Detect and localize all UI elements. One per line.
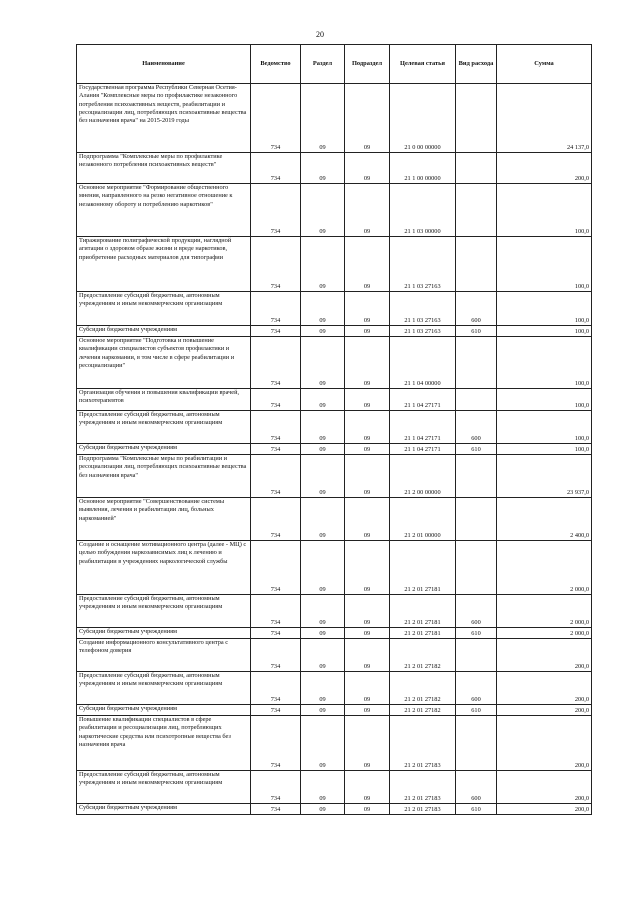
cell-vedomstvo: 734 [251,716,301,771]
table-row [77,184,592,237]
cell-podrazdel: 09 [345,639,390,672]
cell-podrazdel: 09 [345,628,390,639]
cell-podrazdel: 09 [345,541,390,595]
cell-name: Основное мероприятие "Формирование общественного мнения, направленного на резко негативное отношение к незаконному обороту и потреблению наркотиков" [77,184,251,237]
header-vid: Вид расхода [456,45,497,84]
cell-vid [456,389,497,411]
table-row [77,455,592,498]
table-header-row [77,45,592,84]
cell-name: Создание и оснащение мотивационного центра (далее - МЦ) с целью побуждения наркозависимых лиц к лечению и реабилитации в учреждениях наркологической службы [77,541,251,595]
cell-summa: 200,0 [497,705,592,716]
cell-vedomstvo: 734 [251,498,301,541]
cell-statya: 21 2 01 27183 [390,804,456,815]
cell-podrazdel: 09 [345,326,390,337]
cell-name: Тиражирование полиграфической продукции, наглядной агитации о здоровом образе жизни и вреде наркотиков, приобретение расходных материалов для типографии [77,237,251,292]
table-row [77,153,592,184]
table-row [77,672,592,705]
cell-summa: 100,0 [497,184,592,237]
cell-summa: 200,0 [497,716,592,771]
cell-vid: 610 [456,444,497,455]
cell-razdel: 09 [301,389,345,411]
cell-razdel: 09 [301,716,345,771]
header-statya: Целевая статья [390,45,456,84]
table-row [77,237,592,292]
cell-podrazdel: 09 [345,153,390,184]
cell-statya: 21 1 04 27171 [390,389,456,411]
cell-statya: 21 2 01 27182 [390,705,456,716]
cell-statya: 21 2 01 27181 [390,595,456,628]
cell-vedomstvo: 734 [251,455,301,498]
cell-vedomstvo: 734 [251,326,301,337]
cell-summa: 200,0 [497,804,592,815]
cell-name: Подпрограмма "Комплексные меры по профилактике незаконного потребления психоактивных веществ" [77,153,251,184]
table-row [77,771,592,804]
cell-vedomstvo: 734 [251,184,301,237]
cell-podrazdel: 09 [345,411,390,444]
cell-summa: 2 400,0 [497,498,592,541]
cell-razdel: 09 [301,705,345,716]
table-row [77,498,592,541]
header-razdel: Раздел [301,45,345,84]
cell-razdel: 09 [301,771,345,804]
cell-vid: 600 [456,411,497,444]
cell-vedomstvo: 734 [251,804,301,815]
page-number: 20 [316,30,324,39]
cell-summa: 23 937,0 [497,455,592,498]
cell-summa: 200,0 [497,771,592,804]
cell-statya: 21 2 01 27181 [390,541,456,595]
cell-podrazdel: 09 [345,389,390,411]
cell-vid [456,153,497,184]
cell-vedomstvo: 734 [251,389,301,411]
cell-razdel: 09 [301,184,345,237]
cell-vedomstvo: 734 [251,292,301,326]
cell-razdel: 09 [301,628,345,639]
cell-vedomstvo: 734 [251,771,301,804]
cell-name: Подпрограмма "Комплексные меры по реабилитации и ресоциализации лиц, потребляющих психоактивные вещества без назначения врача" [77,455,251,498]
cell-razdel: 09 [301,84,345,153]
cell-name: Предоставление субсидий бюджетным, автономным учреждениям и иным некоммерческим организациям [77,411,251,444]
cell-summa: 2 000,0 [497,541,592,595]
cell-podrazdel: 09 [345,771,390,804]
cell-name: Предоставление субсидий бюджетным, автономным учреждениям и иным некоммерческим организациям [77,292,251,326]
cell-summa: 2 000,0 [497,628,592,639]
cell-podrazdel: 09 [345,184,390,237]
cell-name: Основное мероприятие "Подготовка и повышение квалификации специалистов субъектов профилактики и лечения наркомании, в том числе в сфере реабилитации и ресоциализации" [77,337,251,389]
cell-vedomstvo: 734 [251,639,301,672]
cell-vedomstvo: 734 [251,411,301,444]
cell-statya: 21 2 01 27183 [390,716,456,771]
cell-podrazdel: 09 [345,84,390,153]
cell-vid [456,237,497,292]
cell-statya: 21 1 03 27163 [390,292,456,326]
cell-podrazdel: 09 [345,716,390,771]
cell-razdel: 09 [301,639,345,672]
cell-summa: 100,0 [497,292,592,326]
cell-name: Предоставление субсидий бюджетным, автономным учреждениям и иным некоммерческим организациям [77,672,251,705]
budget-table [76,44,592,815]
cell-summa: 100,0 [497,444,592,455]
table-row [77,541,592,595]
cell-statya: 21 1 03 27163 [390,237,456,292]
cell-razdel: 09 [301,595,345,628]
table-body [77,84,592,815]
cell-summa: 200,0 [497,639,592,672]
cell-vid [456,455,497,498]
cell-vid: 600 [456,771,497,804]
cell-vid [456,498,497,541]
cell-razdel: 09 [301,444,345,455]
cell-vedomstvo: 734 [251,705,301,716]
cell-summa: 100,0 [497,411,592,444]
cell-summa: 100,0 [497,237,592,292]
table-row [77,705,592,716]
cell-podrazdel: 09 [345,337,390,389]
cell-podrazdel: 09 [345,595,390,628]
cell-razdel: 09 [301,292,345,326]
cell-razdel: 09 [301,337,345,389]
table-row [77,84,592,153]
cell-vid [456,337,497,389]
cell-statya: 21 2 01 00000 [390,498,456,541]
cell-name: Повышение квалификации специалистов в сфере реабилитации и ресоциализации лиц, потребляющих наркотические средства или психотропные вещества без назначения врача [77,716,251,771]
cell-razdel: 09 [301,541,345,595]
table-row [77,337,592,389]
cell-summa: 2 000,0 [497,595,592,628]
cell-podrazdel: 09 [345,237,390,292]
cell-name: Создание информационного консультативного центра с телефоном доверия [77,639,251,672]
cell-statya: 21 1 04 27171 [390,444,456,455]
cell-statya: 21 0 00 00000 [390,84,456,153]
cell-summa: 100,0 [497,389,592,411]
cell-name: Государственная программа Республики Северная Осетия-Алания "Комплексные меры по профилактике незаконного потребления психоактивных веществ, реабилитации и ресоциализации лиц, потребляющих психоактивные вещества без назначения врача" на 2015-2019 годы [77,84,251,153]
cell-vid: 600 [456,595,497,628]
cell-vedomstvo: 734 [251,672,301,705]
cell-statya: 21 1 03 00000 [390,184,456,237]
cell-statya: 21 2 01 27182 [390,639,456,672]
cell-summa: 24 137,0 [497,84,592,153]
cell-razdel: 09 [301,153,345,184]
table-row [77,389,592,411]
cell-razdel: 09 [301,498,345,541]
cell-vedomstvo: 734 [251,84,301,153]
cell-vid [456,639,497,672]
cell-vid: 610 [456,705,497,716]
cell-statya: 21 2 01 27181 [390,628,456,639]
cell-vid: 600 [456,292,497,326]
cell-name: Предоставление субсидий бюджетным, автономным учреждениям и иным некоммерческим организациям [77,771,251,804]
table-row [77,716,592,771]
cell-vedomstvo: 734 [251,153,301,184]
cell-vid [456,716,497,771]
cell-razdel: 09 [301,411,345,444]
cell-name: Субсидии бюджетным учреждениям [77,444,251,455]
cell-vedomstvo: 734 [251,337,301,389]
cell-statya: 21 1 04 27171 [390,411,456,444]
cell-vid: 610 [456,326,497,337]
table-row [77,639,592,672]
table-row [77,411,592,444]
header-vedomstvo: Ведомство [251,45,301,84]
cell-podrazdel: 09 [345,444,390,455]
cell-statya: 21 1 00 00000 [390,153,456,184]
cell-vid: 600 [456,672,497,705]
cell-name: Субсидии бюджетным учреждениям [77,628,251,639]
cell-name: Субсидии бюджетным учреждениям [77,326,251,337]
cell-name: Организация обучения и повышения квалификации врачей, психотерапевтов [77,389,251,411]
table-row [77,628,592,639]
cell-statya: 21 2 01 27183 [390,771,456,804]
cell-vid [456,541,497,595]
table-row [77,804,592,815]
cell-razdel: 09 [301,455,345,498]
cell-vedomstvo: 734 [251,541,301,595]
cell-name: Основное мероприятие "Совершенствование системы выявления, лечения и реабилитации лиц, больных наркоманией" [77,498,251,541]
cell-statya: 21 1 03 27163 [390,326,456,337]
cell-razdel: 09 [301,326,345,337]
cell-statya: 21 1 04 00000 [390,337,456,389]
cell-summa: 200,0 [497,672,592,705]
cell-vid [456,184,497,237]
header-summa: Сумма [497,45,592,84]
cell-podrazdel: 09 [345,292,390,326]
cell-razdel: 09 [301,672,345,705]
cell-statya: 21 2 00 00000 [390,455,456,498]
cell-name: Предоставление субсидий бюджетным, автономным учреждениям и иным некоммерческим организациям [77,595,251,628]
cell-vedomstvo: 734 [251,628,301,639]
cell-podrazdel: 09 [345,705,390,716]
header-podrazdel: Подраздел [345,45,390,84]
cell-name: Субсидии бюджетным учреждениям [77,804,251,815]
cell-summa: 100,0 [497,337,592,389]
cell-vid: 610 [456,804,497,815]
cell-podrazdel: 09 [345,455,390,498]
cell-podrazdel: 09 [345,804,390,815]
cell-vid: 610 [456,628,497,639]
cell-summa: 200,0 [497,153,592,184]
table-row [77,292,592,326]
cell-razdel: 09 [301,804,345,815]
header-name: Наименование [77,45,251,84]
table-row [77,326,592,337]
table-row [77,444,592,455]
cell-statya: 21 2 01 27182 [390,672,456,705]
cell-name: Субсидии бюджетным учреждениям [77,705,251,716]
cell-vedomstvo: 734 [251,237,301,292]
table-row [77,595,592,628]
cell-vedomstvo: 734 [251,595,301,628]
cell-vid [456,84,497,153]
cell-podrazdel: 09 [345,672,390,705]
cell-vedomstvo: 734 [251,444,301,455]
cell-razdel: 09 [301,237,345,292]
cell-summa: 100,0 [497,326,592,337]
cell-podrazdel: 09 [345,498,390,541]
